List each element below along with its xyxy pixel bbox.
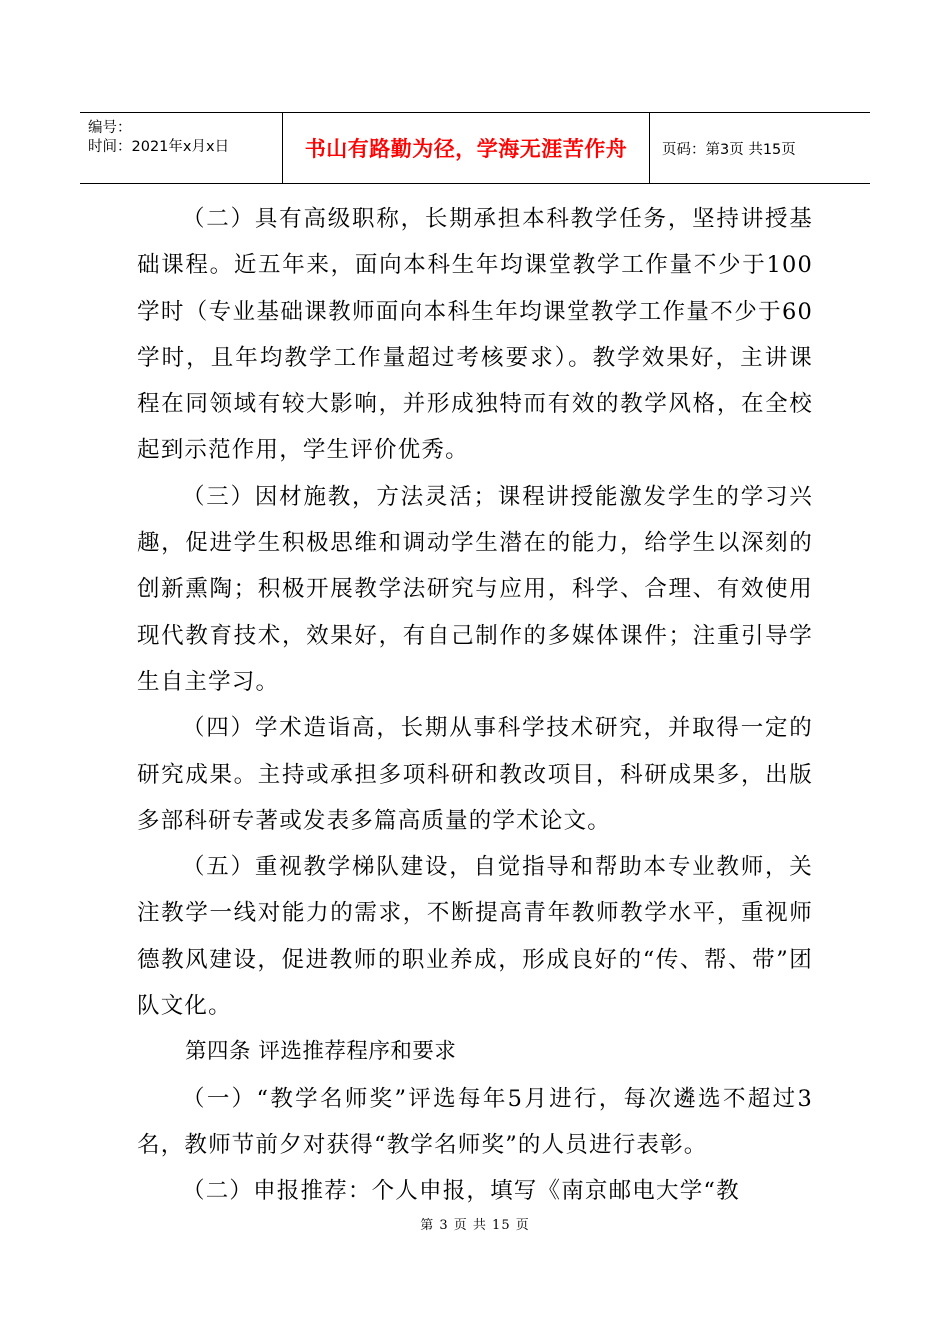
paragraph: （一）“教学名师奖”评选每年5月进行，每次遴选不超过3名，教师节前夕对获得“教学名师奖”的人员进行表彰。 <box>137 1085 813 1158</box>
paragraph: （二）申报推荐：个人申报，填写《南京邮电大学“教 <box>182 1178 740 1205</box>
document-number-label: 编号： <box>88 120 132 136</box>
paragraph: （五）重视教学梯队建设，自觉指导和帮助本专业教师，关注教学一线对能力的需求，不断提高青年教师教学水平，重视师德教风建设，促进教师的职业养成，形成良好的“传、帮、带”团队文化。 <box>137 854 813 1020</box>
header-page-info: 页码：第3页 共15页 <box>662 141 796 158</box>
paragraph: （三）因材施教，方法灵活；课程讲授能激发学生的学习兴趣，促进学生积极思维和调动学生潜在的能力，给学生以深刻的创新熏陶；积极开展教学法研究与应用，科学、合理、有效使用现代教育技术，效果好，有自己制作的多媒体课件；注重引导学生自主学习。 <box>137 483 813 695</box>
section-heading: 第四条 评选推荐程序和要求 <box>185 1039 457 1065</box>
document-body <box>137 196 813 1215</box>
document-header <box>80 112 870 184</box>
header-meta <box>80 113 282 183</box>
header-motto: 书山有路勤为径，学海无涯苦作舟 <box>282 113 650 183</box>
document-date: 时间：2021年x月x日 <box>88 139 230 155</box>
page-footer: 第 3 页 共 15 页 <box>420 1218 530 1233</box>
paragraph: （二）具有高级职称，长期承担本科教学任务，坚持讲授基础课程。近五年来，面向本科生年均课堂教学工作量不少于100学时（专业基础课教师面向本科生年均课堂教学工作量不少于60学时，且年均教学工作量超过考核要求）。教学效果好，主讲课程在同领域有较大影响，并形成独特而有效的教学风格，在全校起到示范作用，学生评价优秀。 <box>137 206 813 464</box>
paragraph: （四）学术造诣高，长期从事科学技术研究，并取得一定的研究成果。主持或承担多项科研和教改项目，科研成果多，出版多部科研专著或发表多篇高质量的学术论文。 <box>137 715 813 834</box>
